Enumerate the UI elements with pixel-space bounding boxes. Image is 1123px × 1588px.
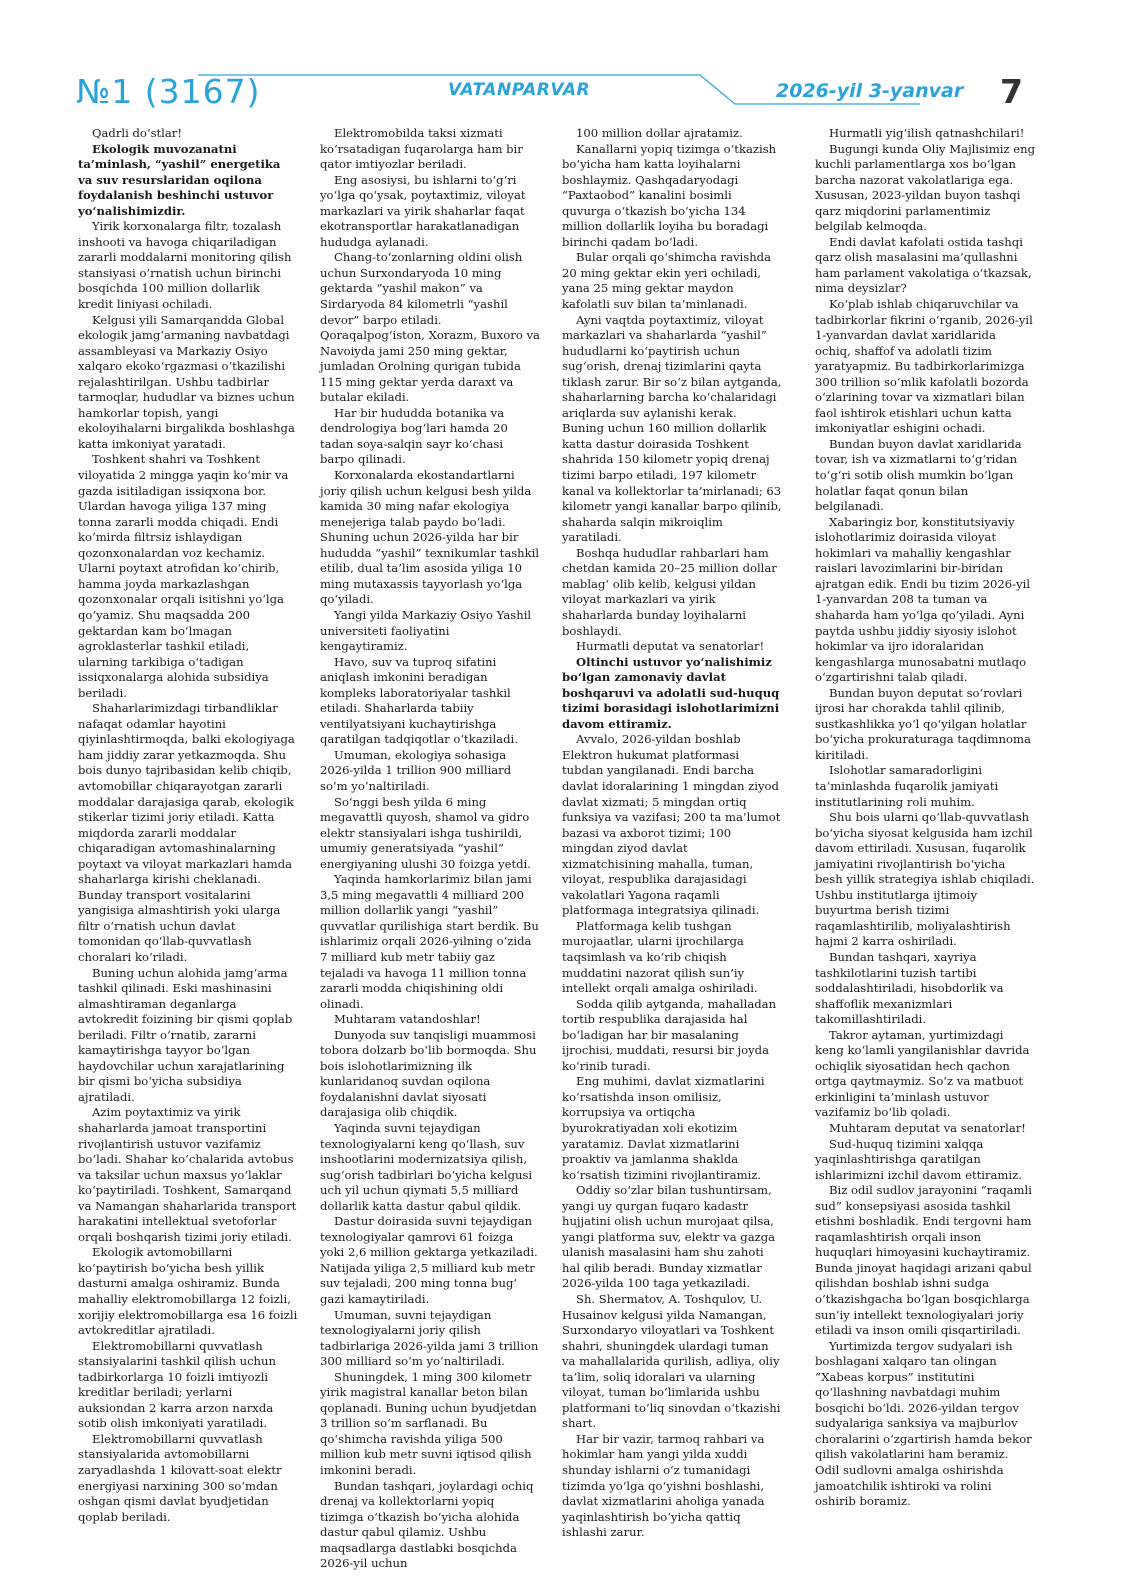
paragraph: Yangi yilda Markaziy Osiyo Yashil universiteti faoliyatini kengaytiramiz. <box>320 607 532 654</box>
paragraph: Chang-to‘zonlarning oldini olish uchun Surxondaryoda 10 ming gektarda “yashil makon” va Sirdaryoda 84 kilometrli “yashil devor” barpo etiladi. Qoraqalpog‘iston, Xorazm, Buxoro va Navoiyda jami 250 ming gektar, jumladan Orolning qurigan tubida 115 ming gektar yerda daraxt va butalar ekiladi. <box>320 250 540 405</box>
paragraph: Elektromobilda taksi xizmati ko‘rsatadigan fuqarolarga ham bir qator imtiyozlar beriladi. <box>320 126 523 172</box>
paragraph: Xabaringiz bor, konstitutsiyaviy islohotlarimiz doirasida viloyat hokimlari va mahalliy kengashlar raislari lavozimlarini bir-biridan ajratgan edik. Endi bu tizim 2026-yil 1-yanvardan 208 ta tuman va shaharda ham yo‘lga qo‘yiladi. Ayni paytda ushbu jiddiy siyosiy islohot hokimlar va ijro idoralaridan kengashlarga munosabatni mutlaqo o‘zgartirishni talab qiladi. <box>815 514 1031 685</box>
paragraph: Muhtaram deputat va senatorlar! <box>829 1121 1026 1135</box>
paragraph: Muhtaram vatandoshlar! <box>334 1012 481 1027</box>
paragraph: Sodda qilib aytganda, mahalladan tortib respublika darajasida hal bo‘ladigan har bir masalaning ijrochisi, muddati, resursi bir joyda ko‘rinib turadi. <box>562 996 777 1073</box>
paragraph: Eng muhimi, davlat xizmatlarini ko‘rsatishda inson omilisiz, korrupsiya va ortiqcha byurokratiyadan xoli ekotizim yaratamiz. Davlat xizmatlarini proaktiv va jamlanma shaklda ko‘rsatish tizimini rivojlantiramiz. <box>562 1074 765 1182</box>
paragraph: Elektromobillarni quvvatlash stansiyalarida avtomobillarni zaryadlashda 1 kilovatt-soat elektr energiyasi narxining 300 so‘mdan oshgan qismi davlat byudjetidan qoplab beriladi. <box>78 1431 282 1524</box>
text-column-4 <box>815 126 1035 1510</box>
paragraph: Takror aytaman, yurtimizdagi keng ko‘lamli yangilanishlar davrida ochiqlik siyosatidan hech qachon ortga qaytmaymiz. So‘z va matbuot erkinligini ta’minlash ustuvor vazifamiz bo‘lib qoladi. <box>815 1027 1030 1120</box>
paragraph: Kelgusi yili Samarqandda Global ekologik jamg‘armaning navbatdagi assambleyasi va Markaziy Osiyo xalqaro ekoko‘rgazmasi o‘tkazilishi rejalashtirilgan. Ushbu tadbirlar tarmoqlar, hududlar va biznes uchun hamkorlar topish, yangi ekoloyihalarni birgalikda boshlashga katta imkoniyat yaratadi. <box>78 312 295 451</box>
paragraph: Shaharlarimizdagi tirbandliklar nafaqat odamlar hayotini qiyinlashtirmoqda, balki ekologiyaga ham jiddiy zarar yetkazmoqda. Shu bois dunyo tajribasidan kelib chiqib, avtomobillar chiqarayotgan zararli moddalar darajasiga qarab, ekologik stikerlar tizimi joriy etiladi. Katta miqdorda zararli moddalar chiqaradigan avtomashinalarning poytaxt va viloyat markazlari hamda shaharlarga kirishi cheklanadi. Bunday transport vositalarini yangisiga almashtirish yoki ularga filtr o‘rnatish uchun davlat tomonidan qo‘llab-quvvatlash choralari ko‘riladi. <box>78 701 295 964</box>
paragraph: Yaqinda suvni tejaydigan texnologiyalarni keng qo‘llash, suv inshootlarini modernizatsiya qilish, sug‘orish tadbirlari bo‘yicha kelgusi uch yil uchun qiymati 5,5 milliard dollarlik katta dastur qabul qildik. <box>320 1121 533 1213</box>
paragraph: Havo, suv va tuproq sifatini aniqlash imkonini beradigan kompleks laboratoriyalar tashkil etiladi. Shaharlarda tabiiy ventilyatsiyani kuchaytirishga qaratilgan tadqiqotlar o‘tkaziladi. <box>320 654 518 747</box>
paragraph: Bundan buyon deputat so‘rovlari ijrosi har chorakda tahlil qilinib, sustkashlikka yo‘l qo‘yilgan holatlar bo‘yicha prokuraturaga taqdimnoma kiritiladi. <box>815 685 1031 762</box>
paragraph: Bundan tashqari, xayriya tashkilotlarini tuzish tartibi soddalashtiriladi, hisobdorlik va shaffoflik mexanizmlari takomillashtiriladi. <box>815 949 1004 1027</box>
text-column-2 <box>320 126 540 1572</box>
article-body <box>78 126 1048 1576</box>
text-column-1 <box>78 126 298 1525</box>
paragraph: Oddiy so‘zlar bilan tushuntirsam, yangi uy qurgan fuqaro kadastr hujjatini olish uchun murojaat qilsa, yangi platforma suv, elektr va gazga ulanish masalasini ham shu zahoti hal qilib beradi. Bunday xizmatlar 2026-yilda 100 taga yetkaziladi. <box>562 1183 776 1291</box>
text-column-3 <box>562 126 782 1541</box>
paragraph: Qadrli do‘stlar! <box>92 126 182 140</box>
paragraph: Kanallarni yopiq tizimga o‘tkazish bo‘yicha ham katta loyihalarni boshlaymiz. Qashqadaryodagi “Paxtaobod” kanalini bosimli quvurga o‘tkazish bo‘yicha 134 million dollarlik loyiha bu boradagi birinchi qadam bo‘ladi. <box>562 141 777 249</box>
paragraph: Yaqinda hamkorlarimiz bilan jami 3,5 ming megavattli 4 milliard 200 million dollarlik yangi “yashil” quvvatlar qurilishiga start berdik. Bu ishlarimiz orqali 2026-yilning o‘zida 7 milliard kub metr tabiiy gaz tejaladi va havoga 11 million tonna zararli modda chiqishining oldi olinadi. <box>320 872 539 1011</box>
paragraph: Azim poytaxtimiz va yirik shaharlarda jamoat transportini rivojlantirish ustuvor vazifamiz bo‘ladi. Shahar ko‘chalarida avtobus va taksilar uchun maxsus yo‘laklar ko‘paytiriladi. Toshkent, Samarqand va Namangan shaharlarida transport harakatini intellektual svetoforlar orqali boshqarish tizimi joriy etiladi. <box>78 1105 297 1244</box>
paragraph: Sud-huquq tizimini xalqqa yaqinlashtirishga qaratilgan ishlarimizni izchil davom ettiramiz. <box>815 1136 1022 1182</box>
paragraph: Bundan tashqari, joylardagi ochiq drenaj va kollektorlarni yopiq tizimga o‘tkazish bo‘yicha alohida dastur qabul qilamiz. Ushbu maqsadlarga dastlabki bosqichda 2026-yil uchun <box>320 1478 534 1571</box>
paragraph: Islohotlar samaradorligini ta’minlashda fuqarolik jamiyati institutlarining roli muhim. <box>815 763 999 809</box>
paragraph: 100 million dollar ajratamiz. <box>576 126 743 140</box>
paragraph: Oltinchi ustuvor yo‘nalishimiz bo‘lgan zamonaviy davlat boshqaruvi va adolatli sud-huquq tizimi borasidagi islohotlarimizni davom ettiramiz. <box>562 654 780 731</box>
issue-number: №1 (3167) <box>76 72 261 111</box>
paragraph: Ko‘plab ishlab chiqaruvchilar va tadbirkorlar fikrini o‘rganib, 2026-yil 1-yanvardan davlat xaridlarida ochiq, shaffof va adolatli tizim yaratyapmiz. Bu tadbirkorlarimizga 300 trillion so‘mlik kafolatli bozorda o‘zlarining tovar va xizmatlari bilan faol ishtirok etishlari uchun katta imkoniyatlar eshigini ochadi. <box>815 297 1033 436</box>
page-number: 7 <box>1000 72 1023 111</box>
paragraph: Hurmatli yig‘ilish qatnashchilari! <box>829 126 1025 140</box>
paragraph: Hurmatli deputat va senatorlar! <box>576 639 765 654</box>
page-header <box>0 0 1123 120</box>
paragraph: Endi davlat kafolati ostida tashqi qarz olish masalasini ma’qullashni ham parlament vakolatiga o‘tkazsak, nima deysizlar? <box>815 234 1032 296</box>
paragraph: Ayni vaqtda poytaxtimiz, viloyat markazlari va shaharlarda “yashil” hududlarni ko‘paytirish uchun sug‘orish, drenaj tizimlarini qayta tiklash zarur. Bir so‘z bilan aytganda, shaharlarning barcha ko‘chalaridagi ariqlarda suv aylanishi kerak. Buning uchun 160 million dollarlik katta dastur doirasida Toshkent shahrida 150 kilometr yopiq drenaj tizimi barpo etiladi, 197 kilometr kanal va kollektorlar ta’mirlanadi; 63 kilometr yangi kanallar barpo qilinib, shaharda salqin mikroiqlim yaratiladi. <box>562 312 782 545</box>
paragraph: Toshkent shahri va Toshkent viloyatida 2 mingga yaqin ko‘mir va gazda isitiladigan issiqxona bor. Ulardan havoga yiliga 137 ming tonna zararli modda chiqadi. Endi ko‘mirda filtrsiz ishlaydigan qozonxonalardan voz kechamiz. Ularni poytaxt atrofidan ko‘chirib, hamma joyda markazlashgan qozonxonalar orqali isitishni yo‘lga qo‘yamiz. Shu maqsadda 200 gektardan kam bo‘lmagan agroklasterlar tashkil etiladi, ularning tarkibiga o‘tadigan issiqxonalarga alohida subsidiya beriladi. <box>78 452 289 700</box>
paragraph: Biz odil sudlov jarayonini “raqamli sud” konsepsiyasi asosida tashkil etishni boshladik. Endi tergovni ham raqamlashtirish orqali inson huquqlari himoyasini kuchaytiramiz. Bunda jinoyat haqidagi arizani qabul qilishdan boshlab ishni sudga o‘tkazishgacha bo‘lgan bosqichlarga sun’iy intellekt texnologiyalari joriy etiladi va inson omili qisqartiriladi. <box>815 1183 1032 1338</box>
paragraph: Korxonalarda ekostandartlarni joriy qilish uchun kelgusi besh yilda kamida 30 ming nafar ekologiya menejeriga talab paydo bo‘ladi. Shuning uchun 2026-yilda har bir hududda “yashil” texnikumlar tashkil etilib, dual ta’lim asosida yiliga 10 ming mutaxassis tayyorlash yo‘lga qo‘yiladi. <box>320 468 540 607</box>
paragraph: Umuman, ekologiya sohasiga 2026-yilda 1 trillion 900 milliard so‘m yo‘naltiriladi. <box>320 747 512 793</box>
paragraph: So‘nggi besh yilda 6 ming megavattli quyosh, shamol va gidro elektr stansiyalari ishga tushirildi, umumiy generatsiyada “yashil” energiyaning ulushi 30 foizga yetdi. <box>320 794 531 871</box>
paragraph: Bular orqali qo‘shimcha ravishda 20 ming gektar ekin yeri ochiladi, yana 25 ming gektar maydon kafolatli suv bilan ta’minlanadi. <box>562 250 772 312</box>
paragraph: Har bir vazir, tarmoq rahbari va hokimlar ham yangi yilda xuddi shunday ishlarni o‘z tumanidagi tizimda yo‘lga qo‘yishni boshlashi, davlat xizmatlarini aholiga yanada yaqinlashtirish bo‘yicha qattiq ishlashi zarur. <box>562 1431 765 1540</box>
paragraph: Bundan buyon davlat xaridlarida tovar, ish va xizmatlarni to‘g‘ridan to‘g‘ri sotib olish mumkin bo‘lgan holatlar faqat qonun bilan belgilanadi. <box>815 436 1022 514</box>
paragraph: Buning uchun alohida jamg‘arma tashkil qilinadi. Eski mashinasini almashtiraman deganlarga avtokredit foizining bir qismi qoplab beriladi. Filtr o‘rnatib, zararni kamaytirishga tayyor bo‘lgan haydovchilar uchun xarajatlarining bir qismi bo‘yicha subsidiya ajratiladi. <box>78 965 293 1104</box>
issue-date: 2026-yil 3-yanvar <box>776 80 964 102</box>
paragraph: Sh. Shermatov, A. Toshqulov, U. Husainov kelgusi yilda Namangan, Surxondaryo viloyatlari va Toshkent shahri, shuningdek ulardagi tuman va mahallalarida qurilish, adliya, oliy ta’lim, soliq idoralari va ularning viloyat, tuman bo‘limlarida ushbu platformani to‘liq sinovdan o‘tkazishi shart. <box>562 1292 781 1431</box>
paragraph: Yurtimizda tergov sudyalari ish boshlagani xalqaro tan olingan “Xabeas korpus” institutini qo‘llashning navbatdagi muhim bosqichi bo‘ldi. 2026-yildan tergov sudyalariga sanksiya va majburlov choralarini o‘zgartirish hamda bekor qilish vakolatlarini ham beramiz. Odil sudlovni amalga oshirishda jamoatchilik ishtiroki va rolini oshirib boramiz. <box>815 1338 1032 1509</box>
paragraph: Umuman, suvni tejaydigan texnologiyalarni joriy qilish tadbirlariga 2026-yilda jami 3 trillion 300 milliard so‘m yo‘naltiriladi. <box>320 1307 539 1369</box>
paragraph: Ekologik muvozanatni ta’minlash, “yashil” energetika va suv resurslaridan oqilona foydalanish beshinchi ustuvor yo‘nalishimizdir. <box>78 141 281 218</box>
paragraph: Dunyoda suv tanqisligi muammosi tobora dolzarb bo‘lib bormoqda. Shu bois islohotlarimizning ilk kunlaridanoq suvdan oqilona foydalanishni davlat siyosati darajasiga olib chiqdik. <box>320 1027 537 1120</box>
paragraph: Bugungi kunda Oliy Majlisimiz eng kuchli parlamentlarga xos bo‘lgan barcha nazorat vakolatlariga ega. Xususan, 2023-yildan buyon tashqi qarz miqdorini parlamentimiz belgilab kelmoqda. <box>815 141 1035 234</box>
paragraph: Boshqa hududlar rahbarlari ham chetdan kamida 20–25 million dollar mablag‘ olib kelib, kelgusi yildan viloyat markazlari va yirik shaharlarda bunday loyihalarni boshlaydi. <box>562 545 777 638</box>
paragraph: Elektromobillarni quvvatlash stansiyalarini tashkil qilish uchun tadbirkorlarga 10 foizli imtiyozli kreditlar beriladi; yerlarni auksiondan 2 karra arzon narxda sotib olish imkoniyati yaratiladi. <box>78 1338 276 1431</box>
newspaper-name: VATANPARVAR <box>448 80 591 100</box>
paragraph: Har bir hududda botanika va dendrologiya bog‘lari hamda 20 tadan soya-salqin sayr ko‘chasi barpo qilinadi. <box>320 405 508 467</box>
paragraph: Yirik korxonalarga filtr, tozalash inshooti va havoga chiqariladigan zararli moddalarni monitoring qilish stansiyasi o‘rnatish uchun birinchi bosqichda 100 million dollarlik kredit liniyasi ochiladi. <box>78 219 292 312</box>
paragraph: Shuningdek, 1 ming 300 kilometr yirik magistral kanallar beton bilan qoplanadi. Buning uchun byudjetdan 3 trillion so‘m sarflanadi. Bu qo‘shimcha ravishda yiliga 500 million kub metr suvni iqtisod qilish imkonini beradi. <box>320 1369 537 1478</box>
paragraph: Platformaga kelib tushgan murojaatlar, ularni ijrochilarga taqsimlash va ko‘rib chiqish muddatini nazorat qilish sun’iy intellekt orqali amalga oshiriladi. <box>562 918 758 996</box>
paragraph: Dastur doirasida suvni tejaydigan texnologiyalar qamrovi 61 foizga yoki 2,6 million gektarga yetkaziladi. Natijada yiliga 2,5 milliard kub metr suv tejaladi, 200 ming tonna bug‘ gazi kamaytiriladi. <box>320 1214 538 1307</box>
paragraph: Shu bois ularni qo‘llab-quvvatlash bo‘yicha siyosat kelgusida ham izchil davom ettiriladi. Xususan, fuqarolik jamiyatini rivojlantirish bo‘yicha besh yillik strategiya ishlab chiqiladi. Ushbu institutlarga ijtimoiy buyurtma berish tizimi raqamlashtirilib, moliyalashtirish hajmi 2 karra oshiriladi. <box>815 810 1035 949</box>
paragraph: Ekologik avtomobillarni ko‘paytirish bo‘yicha besh yillik dasturni amalga oshiramiz. Bunda mahalliy elektromobillarga 12 foizli, xorijiy elektromobillarga esa 16 foizli avtokreditlar ajratiladi. <box>78 1245 298 1338</box>
paragraph: Avvalo, 2026-yildan boshlab Elektron hukumat platformasi tubdan yangilanadi. Endi barcha davlat idoralarining 1 mingdan ziyod davlat xizmati; 5 mingdan ortiq funksiya va vazifasi; 200 ta ma’lumot bazasi va axborot tizimi; 100 mingdan ziyod davlat xizmatchisining mahalla, tuman, viloyat, respublika darajasidagi vakolatlari Yagona raqamli platformaga integratsiya qilinadi. <box>562 732 781 918</box>
paragraph: Eng asosiysi, bu ishlarni to‘g‘ri yo‘lga qo‘ysak, poytaxtimiz, viloyat markazlari va yirik shaharlar faqat ekotransportlar harakatlanadigan hududga aylanadi. <box>320 172 526 249</box>
